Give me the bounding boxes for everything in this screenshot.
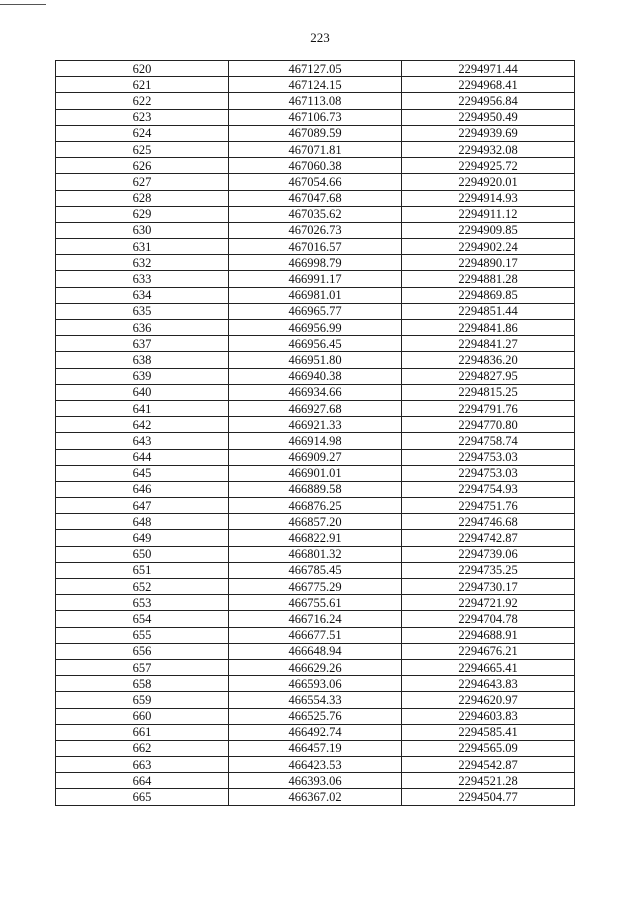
y-coordinate-cell: 2294585.41: [402, 724, 575, 740]
table-row: [56, 141, 575, 157]
x-coordinate-cell: 466956.45: [229, 336, 402, 352]
point-number-cell: 634: [56, 287, 229, 303]
x-coordinate-cell: 466648.94: [229, 643, 402, 659]
point-number-cell: 625: [56, 141, 229, 157]
table-row: [56, 530, 575, 546]
y-coordinate-cell: 2294739.06: [402, 546, 575, 562]
y-coordinate-cell: 2294791.76: [402, 400, 575, 416]
y-coordinate-cell: 2294914.93: [402, 190, 575, 206]
y-coordinate-cell: 2294758.74: [402, 433, 575, 449]
table-row: [56, 611, 575, 627]
y-coordinate-cell: 2294746.68: [402, 514, 575, 530]
page-corner-mark: [0, 4, 46, 5]
table-row: [56, 303, 575, 319]
table-row: [56, 449, 575, 465]
point-number-cell: 627: [56, 174, 229, 190]
point-number-cell: 643: [56, 433, 229, 449]
point-number-cell: 638: [56, 352, 229, 368]
table-row: [56, 417, 575, 433]
table-row: [56, 384, 575, 400]
x-coordinate-cell: 467016.57: [229, 239, 402, 255]
table-row: [56, 109, 575, 125]
x-coordinate-cell: 466998.79: [229, 255, 402, 271]
y-coordinate-cell: 2294932.08: [402, 141, 575, 157]
point-number-cell: 646: [56, 481, 229, 497]
y-coordinate-cell: 2294881.28: [402, 271, 575, 287]
y-coordinate-cell: 2294911.12: [402, 206, 575, 222]
point-number-cell: 664: [56, 773, 229, 789]
point-number-cell: 637: [56, 336, 229, 352]
table-row: [56, 368, 575, 384]
table-row: [56, 287, 575, 303]
table-row: [56, 514, 575, 530]
point-number-cell: 661: [56, 724, 229, 740]
table-row: [56, 222, 575, 238]
point-number-cell: 658: [56, 676, 229, 692]
table-row: [56, 271, 575, 287]
y-coordinate-cell: 2294742.87: [402, 530, 575, 546]
y-coordinate-cell: 2294603.83: [402, 708, 575, 724]
point-number-cell: 641: [56, 400, 229, 416]
table-row: [56, 255, 575, 271]
point-number-cell: 642: [56, 417, 229, 433]
x-coordinate-cell: 467113.08: [229, 93, 402, 109]
y-coordinate-cell: 2294815.25: [402, 384, 575, 400]
y-coordinate-cell: 2294950.49: [402, 109, 575, 125]
y-coordinate-cell: 2294735.25: [402, 562, 575, 578]
point-number-cell: 639: [56, 368, 229, 384]
x-coordinate-cell: 467124.15: [229, 77, 402, 93]
x-coordinate-cell: 466901.01: [229, 465, 402, 481]
y-coordinate-cell: 2294565.09: [402, 740, 575, 756]
x-coordinate-cell: 466593.06: [229, 676, 402, 692]
x-coordinate-cell: 467071.81: [229, 141, 402, 157]
point-number-cell: 644: [56, 449, 229, 465]
x-coordinate-cell: 466492.74: [229, 724, 402, 740]
y-coordinate-cell: 2294836.20: [402, 352, 575, 368]
table-row: [56, 595, 575, 611]
y-coordinate-cell: 2294688.91: [402, 627, 575, 643]
y-coordinate-cell: 2294753.03: [402, 449, 575, 465]
coordinates-table-body: [56, 61, 575, 806]
y-coordinate-cell: 2294754.93: [402, 481, 575, 497]
point-number-cell: 645: [56, 465, 229, 481]
x-coordinate-cell: 466965.77: [229, 303, 402, 319]
point-number-cell: 649: [56, 530, 229, 546]
x-coordinate-cell: 467106.73: [229, 109, 402, 125]
y-coordinate-cell: 2294704.78: [402, 611, 575, 627]
table-row: [56, 206, 575, 222]
page-number: 223: [310, 30, 330, 45]
y-coordinate-cell: 2294676.21: [402, 643, 575, 659]
point-number-cell: 631: [56, 239, 229, 255]
x-coordinate-cell: 466940.38: [229, 368, 402, 384]
table-row: [56, 643, 575, 659]
x-coordinate-cell: 466927.68: [229, 400, 402, 416]
y-coordinate-cell: 2294851.44: [402, 303, 575, 319]
table-row: [56, 546, 575, 562]
point-number-cell: 623: [56, 109, 229, 125]
x-coordinate-cell: 466822.91: [229, 530, 402, 546]
table-row: [56, 789, 575, 805]
point-number-cell: 624: [56, 125, 229, 141]
x-coordinate-cell: 466629.26: [229, 659, 402, 675]
point-number-cell: 652: [56, 579, 229, 595]
point-number-cell: 657: [56, 659, 229, 675]
y-coordinate-cell: 2294753.03: [402, 465, 575, 481]
point-number-cell: 665: [56, 789, 229, 805]
table-row: [56, 61, 575, 77]
table-row: [56, 320, 575, 336]
table-row: [56, 190, 575, 206]
y-coordinate-cell: 2294869.85: [402, 287, 575, 303]
x-coordinate-cell: 466393.06: [229, 773, 402, 789]
y-coordinate-cell: 2294751.76: [402, 498, 575, 514]
point-number-cell: 659: [56, 692, 229, 708]
table-row: [56, 239, 575, 255]
table-row: [56, 93, 575, 109]
point-number-cell: 629: [56, 206, 229, 222]
x-coordinate-cell: 466423.53: [229, 757, 402, 773]
y-coordinate-cell: 2294968.41: [402, 77, 575, 93]
x-coordinate-cell: 466934.66: [229, 384, 402, 400]
x-coordinate-cell: 466716.24: [229, 611, 402, 627]
x-coordinate-cell: 467127.05: [229, 61, 402, 77]
point-number-cell: 636: [56, 320, 229, 336]
table-row: [56, 174, 575, 190]
point-number-cell: 621: [56, 77, 229, 93]
table-row: [56, 676, 575, 692]
point-number-cell: 630: [56, 222, 229, 238]
y-coordinate-cell: 2294841.86: [402, 320, 575, 336]
table-row: [56, 562, 575, 578]
table-row: [56, 692, 575, 708]
point-number-cell: 656: [56, 643, 229, 659]
table-row: [56, 352, 575, 368]
point-number-cell: 648: [56, 514, 229, 530]
table-row: [56, 498, 575, 514]
y-coordinate-cell: 2294920.01: [402, 174, 575, 190]
x-coordinate-cell: 466857.20: [229, 514, 402, 530]
point-number-cell: 663: [56, 757, 229, 773]
x-coordinate-cell: 466914.98: [229, 433, 402, 449]
x-coordinate-cell: 466889.58: [229, 481, 402, 497]
point-number-cell: 635: [56, 303, 229, 319]
x-coordinate-cell: 466457.19: [229, 740, 402, 756]
point-number-cell: 653: [56, 595, 229, 611]
point-number-cell: 633: [56, 271, 229, 287]
table-row: [56, 579, 575, 595]
table-row: [56, 158, 575, 174]
point-number-cell: 655: [56, 627, 229, 643]
point-number-cell: 626: [56, 158, 229, 174]
point-number-cell: 660: [56, 708, 229, 724]
table-row: [56, 659, 575, 675]
table-row: [56, 125, 575, 141]
table-row: [56, 481, 575, 497]
table-row: [56, 433, 575, 449]
table-row: [56, 400, 575, 416]
point-number-cell: 651: [56, 562, 229, 578]
x-coordinate-cell: 466775.29: [229, 579, 402, 595]
x-coordinate-cell: 466951.80: [229, 352, 402, 368]
x-coordinate-cell: 466525.76: [229, 708, 402, 724]
y-coordinate-cell: 2294620.97: [402, 692, 575, 708]
y-coordinate-cell: 2294665.41: [402, 659, 575, 675]
point-number-cell: 650: [56, 546, 229, 562]
x-coordinate-cell: 467035.62: [229, 206, 402, 222]
x-coordinate-cell: 466991.17: [229, 271, 402, 287]
x-coordinate-cell: 467089.59: [229, 125, 402, 141]
y-coordinate-cell: 2294909.85: [402, 222, 575, 238]
point-number-cell: 628: [56, 190, 229, 206]
x-coordinate-cell: 466921.33: [229, 417, 402, 433]
y-coordinate-cell: 2294827.95: [402, 368, 575, 384]
y-coordinate-cell: 2294770.80: [402, 417, 575, 433]
point-number-cell: 640: [56, 384, 229, 400]
x-coordinate-cell: 466981.01: [229, 287, 402, 303]
point-number-cell: 654: [56, 611, 229, 627]
y-coordinate-cell: 2294643.83: [402, 676, 575, 692]
x-coordinate-cell: 466755.61: [229, 595, 402, 611]
y-coordinate-cell: 2294939.69: [402, 125, 575, 141]
x-coordinate-cell: 466785.45: [229, 562, 402, 578]
x-coordinate-cell: 467060.38: [229, 158, 402, 174]
x-coordinate-cell: 466554.33: [229, 692, 402, 708]
x-coordinate-cell: 466677.51: [229, 627, 402, 643]
table-row: [56, 336, 575, 352]
x-coordinate-cell: 466876.25: [229, 498, 402, 514]
x-coordinate-cell: 467047.68: [229, 190, 402, 206]
point-number-cell: 632: [56, 255, 229, 271]
y-coordinate-cell: 2294890.17: [402, 255, 575, 271]
point-number-cell: 647: [56, 498, 229, 514]
y-coordinate-cell: 2294841.27: [402, 336, 575, 352]
table-row: [56, 627, 575, 643]
x-coordinate-cell: 466801.32: [229, 546, 402, 562]
point-number-cell: 620: [56, 61, 229, 77]
y-coordinate-cell: 2294730.17: [402, 579, 575, 595]
x-coordinate-cell: 466367.02: [229, 789, 402, 805]
table-row: [56, 757, 575, 773]
point-number-cell: 622: [56, 93, 229, 109]
coordinates-table: [55, 60, 575, 806]
table-row: [56, 773, 575, 789]
table-row: [56, 465, 575, 481]
table-row: [56, 77, 575, 93]
y-coordinate-cell: 2294902.24: [402, 239, 575, 255]
x-coordinate-cell: 466909.27: [229, 449, 402, 465]
y-coordinate-cell: 2294521.28: [402, 773, 575, 789]
table-row: [56, 724, 575, 740]
x-coordinate-cell: 467054.66: [229, 174, 402, 190]
table-row: [56, 740, 575, 756]
x-coordinate-cell: 466956.99: [229, 320, 402, 336]
y-coordinate-cell: 2294542.87: [402, 757, 575, 773]
y-coordinate-cell: 2294971.44: [402, 61, 575, 77]
x-coordinate-cell: 467026.73: [229, 222, 402, 238]
point-number-cell: 662: [56, 740, 229, 756]
y-coordinate-cell: 2294504.77: [402, 789, 575, 805]
y-coordinate-cell: 2294956.84: [402, 93, 575, 109]
y-coordinate-cell: 2294721.92: [402, 595, 575, 611]
table-row: [56, 708, 575, 724]
y-coordinate-cell: 2294925.72: [402, 158, 575, 174]
